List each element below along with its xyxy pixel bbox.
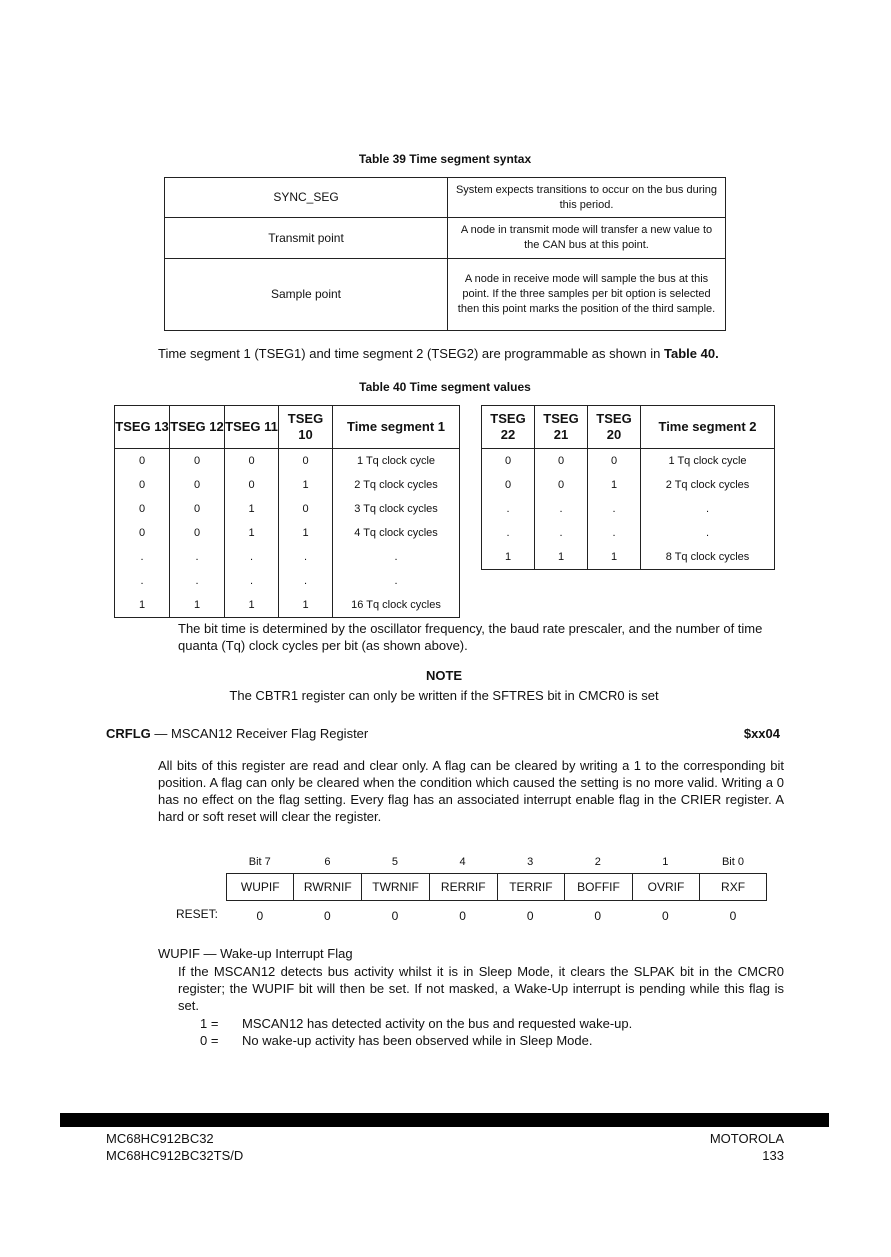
bit-header: 6 <box>324 856 331 868</box>
table-cell: 16 Tq clock cycles <box>333 593 460 618</box>
bit-cell: WUPIF <box>227 874 294 901</box>
table39-cell-name: Sample point <box>165 259 448 331</box>
table-cell: 1 <box>279 473 333 497</box>
table-row <box>482 473 775 497</box>
table-cell: . <box>535 521 588 545</box>
table-cell: 0 <box>535 473 588 497</box>
footer-brand: MOTOROLA <box>709 1131 784 1146</box>
table-cell: 1 <box>115 593 170 618</box>
table-row <box>165 178 726 218</box>
table-cell: 0 <box>115 497 170 521</box>
bit-cell: RERRIF <box>429 874 497 901</box>
wupif-option-0 <box>200 1033 784 1048</box>
reset-value: 0 <box>324 909 331 923</box>
table-cell: 0 <box>115 521 170 545</box>
table-cell: . <box>225 545 279 569</box>
table40-reference: Table 40. <box>664 346 719 361</box>
table40-tseg2 <box>481 405 775 570</box>
table-cell: 0 <box>170 497 225 521</box>
table39-cell-desc: System expects transitions to occur on the bus during this period. <box>448 178 726 218</box>
reset-label: RESET: <box>176 907 219 921</box>
table-cell: . <box>115 545 170 569</box>
column-header: TSEG 12 <box>170 406 225 449</box>
footer-document-id: MC68HC912BC32TS/D <box>106 1148 244 1163</box>
table-row <box>115 569 460 593</box>
table-cell: 1 Tq clock cycle <box>641 449 775 474</box>
table-cell: . <box>641 497 775 521</box>
table-row <box>165 259 726 331</box>
table-cell: 1 <box>588 545 641 570</box>
bit-cell: BOFFIF <box>565 874 633 901</box>
table-row <box>115 497 460 521</box>
table-cell: . <box>115 569 170 593</box>
table-row <box>115 593 460 618</box>
table-cell: 1 Tq clock cycle <box>333 449 460 474</box>
table-row <box>165 218 726 259</box>
table-cell: 1 <box>482 545 535 570</box>
table-cell: . <box>482 521 535 545</box>
wupif-heading: WUPIF — Wake-up Interrupt Flag <box>158 946 353 961</box>
table-cell: 1 <box>279 521 333 545</box>
table-cell: . <box>225 569 279 593</box>
option-text: No wake-up activity has been observed while in Sleep Mode. <box>242 1033 593 1048</box>
table-row <box>115 545 460 569</box>
table-row <box>482 521 775 545</box>
table-cell: . <box>279 545 333 569</box>
reset-value: 0 <box>594 909 602 923</box>
bit-header: 2 <box>594 856 601 868</box>
table-cell: 0 <box>170 449 225 474</box>
reset-value: 0 <box>526 909 534 923</box>
footer-part-number: MC68HC912BC32 <box>106 1131 214 1146</box>
column-header: TSEG 20 <box>588 406 641 449</box>
register-title: — MSCAN12 Receiver Flag Register <box>150 726 369 741</box>
bit-header: Bit 7 <box>248 856 271 868</box>
table-cell: 1 <box>225 521 279 545</box>
bit-cell: TERRIF <box>497 874 565 901</box>
column-header: TSEG 10 <box>279 406 333 449</box>
tseg-paragraph-text: Time segment 1 (TSEG1) and time segment 2 (TSEG2) are programmable as shown in <box>158 346 661 361</box>
register-bits <box>226 873 767 901</box>
register-address: $xx04 <box>743 726 780 741</box>
column-header: TSEG 21 <box>535 406 588 449</box>
table39-title: Table 39 Time segment syntax <box>358 152 532 166</box>
table-cell: 0 <box>279 449 333 474</box>
table-cell: . <box>588 521 641 545</box>
table-cell: 1 <box>225 593 279 618</box>
table-cell: . <box>279 569 333 593</box>
table39 <box>164 177 726 331</box>
table-cell: . <box>588 497 641 521</box>
crflg-heading <box>106 726 786 741</box>
note-text: The CBTR1 register can only be written if the SFTRES bit in CMCR0 is set <box>229 688 659 703</box>
table-cell: 1 <box>588 473 641 497</box>
table-row <box>227 874 767 901</box>
wupif-description: If the MSCAN12 detects bus activity whilst it is in Sleep Mode, it clears the SLPAK bit in the CMCR0 register; the WUPIF bit will then be set. If not masked, a Wake-Up interrupt is pending while this flag is set. <box>178 964 784 1013</box>
table-row <box>482 545 775 570</box>
bit-header: 1 <box>662 856 669 868</box>
column-header: TSEG 11 <box>225 406 279 449</box>
table40-title: Table 40 Time segment values <box>359 380 531 394</box>
reset-value: 0 <box>256 909 264 923</box>
option-value: 0 = <box>200 1033 219 1048</box>
note-heading: NOTE <box>425 668 463 683</box>
table-cell: 0 <box>279 497 333 521</box>
register-name: CRFLG <box>106 726 151 741</box>
table-cell: 2 Tq clock cycles <box>641 473 775 497</box>
table39-cell-desc: A node in transmit mode will transfer a new value to the CAN bus at this point. <box>448 218 726 259</box>
table-row <box>115 449 460 474</box>
reset-values <box>226 907 767 925</box>
table-row <box>482 449 775 474</box>
bit-header: 5 <box>391 856 399 868</box>
table-cell: . <box>535 497 588 521</box>
bit-cell: TWRNIF <box>362 874 430 901</box>
table-cell: . <box>333 545 460 569</box>
table-row <box>115 521 460 545</box>
table40-tseg1 <box>114 405 460 618</box>
crflg-description: All bits of this register are read and clear only. A flag can be cleared by writing a 1 to the corresponding bit position. A flag can only be cleared when the condition which caused the setting is no more valid. Writing a 0 has no effect on the flag setting. Every flag has an associated interrupt enable flag in the CRIER register. A hard or soft reset will clear the register. <box>158 758 784 824</box>
table-row <box>482 497 775 521</box>
table-cell: 2 Tq clock cycles <box>333 473 460 497</box>
page-number: 133 <box>762 1148 784 1163</box>
table-cell: 1 <box>535 545 588 570</box>
table-cell: 0 <box>115 449 170 474</box>
bit-header: 4 <box>459 856 466 868</box>
bit-cell: RXF <box>700 874 767 901</box>
table-cell: . <box>170 545 225 569</box>
table-cell: . <box>170 569 225 593</box>
table-cell: 0 <box>482 449 535 474</box>
reset-value: 0 <box>729 909 737 923</box>
option-text: MSCAN12 has detected activity on the bus and requested wake-up. <box>242 1016 633 1031</box>
table-cell: . <box>333 569 460 593</box>
bit-header: Bit 0 <box>721 856 744 868</box>
bit-time-paragraph: The bit time is determined by the oscillator frequency, the baud rate prescaler, and the number of time quanta (Tq) clock cycles per bit (as shown above). <box>178 621 763 653</box>
table39-cell-desc: A node in receive mode will sample the bus at this point. If the three samples per bit option is selected then this point marks the position of the third sample. <box>448 259 726 331</box>
table-cell: . <box>641 521 775 545</box>
tseg-paragraph <box>158 345 798 362</box>
wupif-option-1 <box>200 1016 784 1031</box>
table-cell: 0 <box>115 473 170 497</box>
table-cell: . <box>482 497 535 521</box>
table-row <box>115 473 460 497</box>
footer-rule <box>60 1113 829 1127</box>
bit-header: 3 <box>527 856 534 868</box>
reset-value: 0 <box>391 909 399 923</box>
column-header: TSEG 22 <box>482 406 535 449</box>
table-cell: 3 Tq clock cycles <box>333 497 460 521</box>
bit-cell: OVRIF <box>632 874 699 901</box>
reset-value: 0 <box>662 909 669 923</box>
table-cell: 1 <box>170 593 225 618</box>
table-cell: 0 <box>482 473 535 497</box>
bit-cell: RWRNIF <box>294 874 362 901</box>
table-cell: 1 <box>225 497 279 521</box>
table-cell: 0 <box>535 449 588 474</box>
column-header: Time segment 2 <box>641 406 775 449</box>
column-header: Time segment 1 <box>333 406 460 449</box>
table39-cell-name: SYNC_SEG <box>165 178 448 218</box>
register-bit-headers <box>226 852 767 870</box>
table39-cell-name: Transmit point <box>165 218 448 259</box>
table-cell: 0 <box>225 473 279 497</box>
table-header-row <box>482 406 775 449</box>
table-cell: 0 <box>170 473 225 497</box>
table-cell: 8 Tq clock cycles <box>641 545 775 570</box>
option-value: 1 = <box>200 1016 219 1031</box>
table-cell: 0 <box>588 449 641 474</box>
table-cell: 4 Tq clock cycles <box>333 521 460 545</box>
table-cell: 0 <box>170 521 225 545</box>
reset-value: 0 <box>459 909 466 923</box>
table-cell: 0 <box>225 449 279 474</box>
table-header-row <box>115 406 460 449</box>
column-header: TSEG 13 <box>115 406 170 449</box>
table-cell: 1 <box>279 593 333 618</box>
